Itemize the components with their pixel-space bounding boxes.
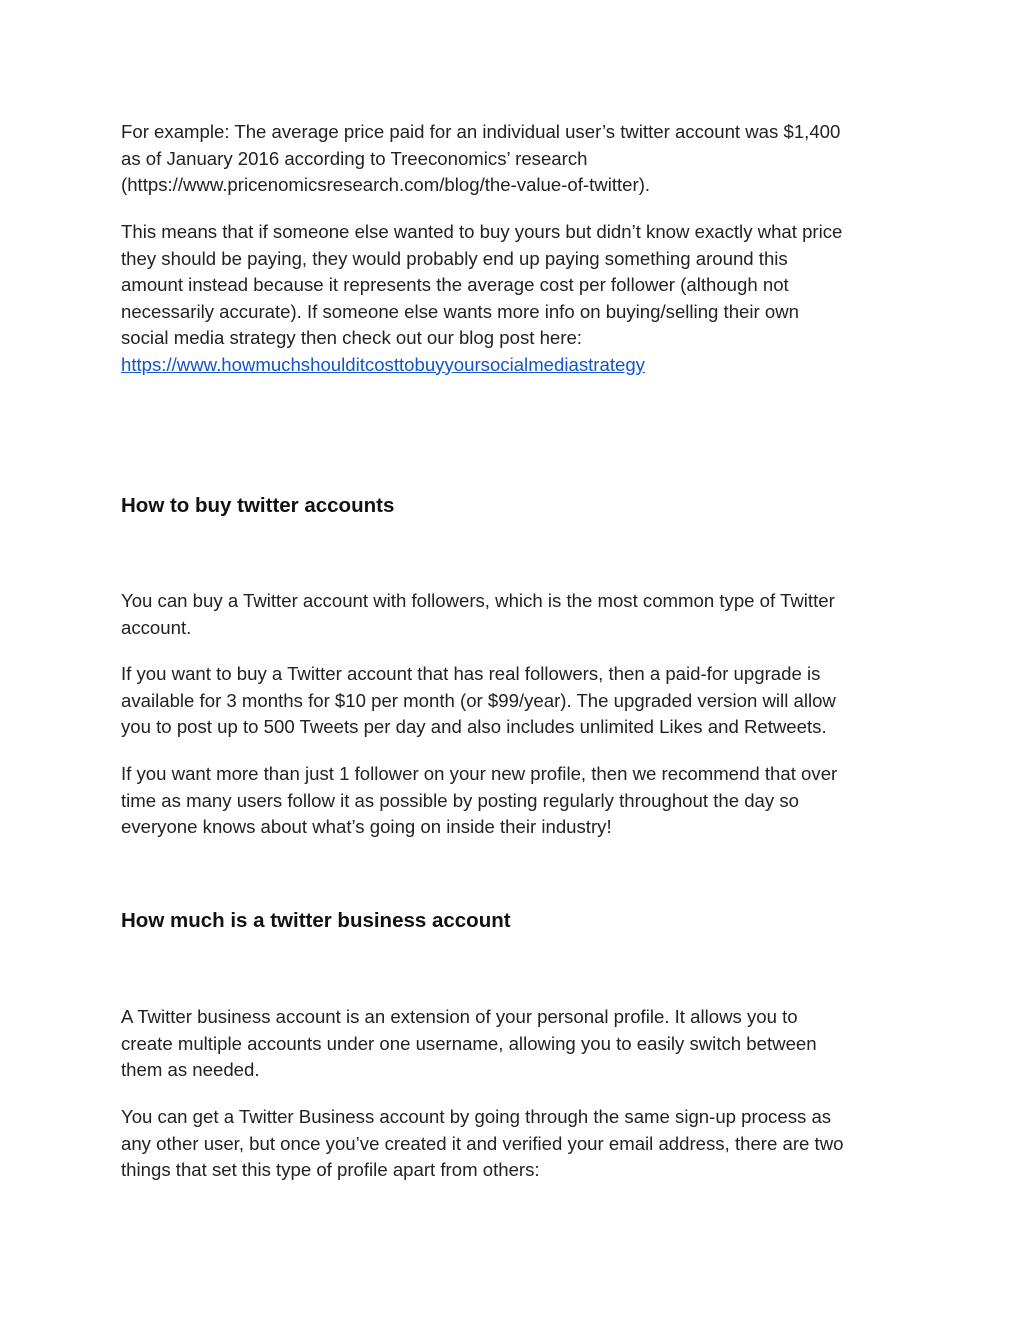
paragraph-line: create multiple accounts under one username, allowing you to easily switch between [121, 1032, 817, 1054]
paragraph-line: You can get a Twitter Business account by going through the same sign-up process as [121, 1106, 832, 1127]
paragraph-line: If you want to buy a Twitter account that has real followers, then a paid-for upgrade is [121, 663, 821, 684]
paragraph-line: account. [121, 616, 192, 638]
heading-text: How to buy twitter accounts [121, 494, 395, 517]
paragraph-more-followers [121, 761, 911, 841]
paragraph-line: as of January 2016 according to Treeconomics’ research [121, 147, 588, 169]
paragraph-real-followers [121, 661, 911, 741]
paragraph-means [121, 219, 911, 378]
paragraph-get-business [121, 1104, 911, 1184]
blog-post-link[interactable]: https://www.howmuchshoulditcosttobuyyoursocialmediastrategy [121, 353, 645, 375]
section-heading-business [121, 907, 911, 935]
paragraph-line: This means that if someone else wanted to buy yours but didn’t know exactly what price [121, 221, 843, 242]
paragraph-line: A Twitter business account is an extension of your personal profile. It allows you to [121, 1006, 798, 1027]
paragraph-line: necessarily accurate). If someone else wants more info on buying/selling their own [121, 300, 799, 322]
paragraph-line: (https://www.pricenomicsresearch.com/blog/the-value-of-twitter). [121, 174, 651, 195]
section-heading-buy [121, 492, 911, 520]
paragraph-line: things that set this type of profile apart from others: [121, 1159, 540, 1180]
paragraph-line: For example: The average price paid for an individual user’s twitter account was $1,400 [121, 121, 841, 142]
paragraph-line: them as needed. [121, 1059, 260, 1080]
paragraph-line: any other user, but once you’ve created it and verified your email address, there are two [121, 1132, 844, 1154]
paragraph-line: You can buy a Twitter account with followers, which is the most common type of Twitter [121, 590, 835, 611]
heading-text: How much is a twitter business account [121, 909, 511, 932]
paragraph-line: you to post up to 500 Tweets per day and also includes unlimited Likes and Retweets. [121, 716, 827, 737]
paragraph-line: available for 3 months for $10 per month (or $99/year). The upgraded version will allow [121, 689, 836, 711]
paragraph-line: If you want more than just 1 follower on your new profile, then we recommend that over [121, 763, 838, 784]
paragraph-example [121, 119, 911, 199]
paragraph-line: everyone knows about what’s going on inside their industry! [121, 816, 612, 837]
paragraph-business [121, 1004, 911, 1084]
paragraph-line: social media strategy then check out our blog post here: [121, 327, 582, 348]
paragraph-buy [121, 588, 911, 641]
paragraph-line: time as many users follow it as possible by posting regularly throughout the day so [121, 789, 799, 811]
paragraph-line: they should be paying, they would probably end up paying something around this [121, 247, 788, 269]
blog-link-line [121, 352, 911, 379]
paragraph-line: amount instead because it represents the average cost per follower (although not [121, 274, 789, 295]
